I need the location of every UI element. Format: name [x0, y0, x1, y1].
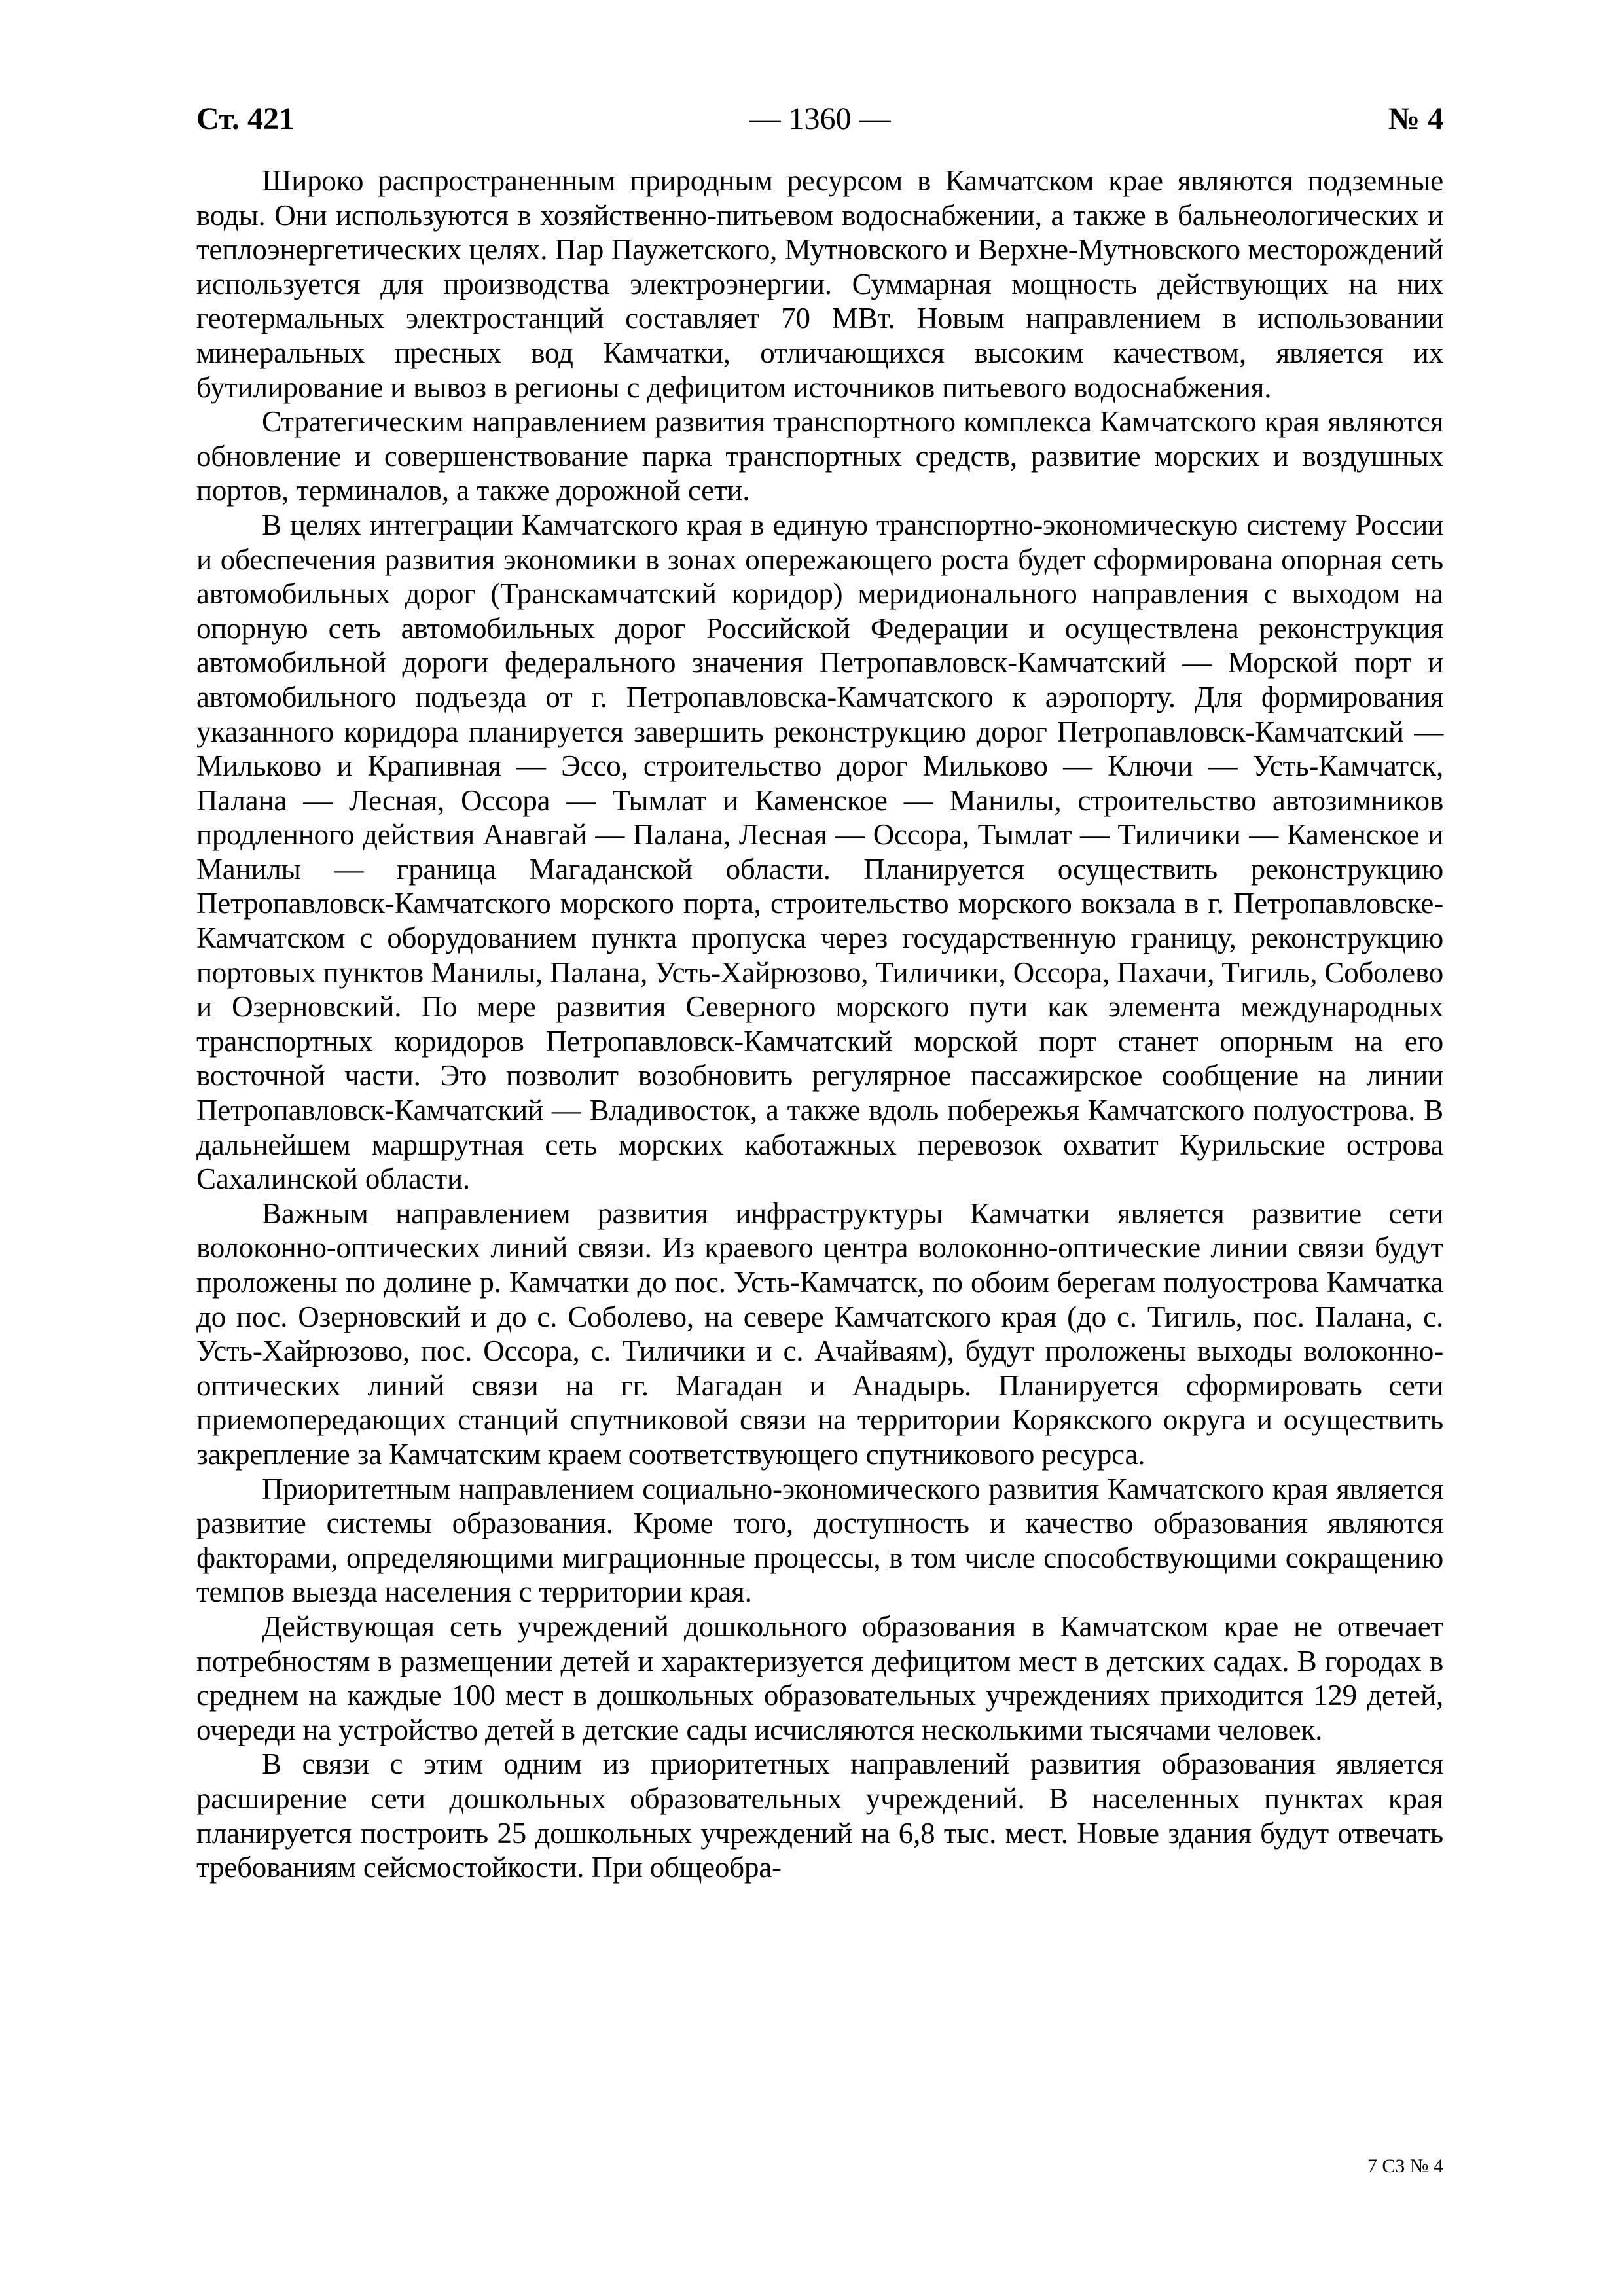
- page-header: [196, 98, 1443, 140]
- issue-number: № 4: [1388, 101, 1443, 136]
- paragraph-preschool-expansion: В связи с этим одним из приоритетных направлений развития образования является расширение сети дошкольных образовательных учреждений. В населенных пунктах края планируется построить 25 дошкольных учреждений на 6,8 тыс. мест. Новые здания будут отвечать требованиям сейсмостойкости. При общеобра-: [196, 1748, 1443, 1884]
- paragraph-education-priority: Приоритетным направлением социально-экономического развития Камчатского края является развитие системы образования. Кроме того, доступность и качество образования являются факторами, определяющими миграционные процессы, в том числе способствующими сокращению темпов выезда населения с территории края.: [196, 1472, 1443, 1609]
- article-number: Ст. 421: [196, 101, 295, 136]
- paragraph-road-network: В целях интеграции Камчатского края в единую транспортно-экономическую систему России и обеспечения развития экономики в зонах опережающего роста будет сформирована опорная сеть автомобильных дорог (Транскамчатский коридор) меридионального направления с выходом на опорную сеть автомобильных дорог Российской Федерации и осуществлена реконструкция автомобильной дороги федерального значения Петропавловск-Камчатский — Морской порт и автомобильного подъезда от г. Петропавловска-Камчатского к аэропорту. Для формирования указанного коридора планируется завершить реконструкцию дорог Петропавловск-Камчатский — Мильково и Крапивная — Эссо, строительство дорог Мильково — Ключи — Усть-Камчатск, Палана — Лесная, Оссора — Тымлат и Каменское — Манилы, строительство автозимников продленного действия Анавгай — Палана, Лесная — Оссора, Тымлат — Тиличики — Каменское и Манилы — граница Магаданской области. Планируется осуществить реконструкцию Петропавловск-Камчатского морского порта, строительство морского вокзала в г. Петропавловске-Камчатском с оборудованием пункта пропуска через государственную границу, реконструкцию портовых пунктов Манилы, Палана, Усть-Хайрюзово, Тиличики, Оссора, Пахачи, Тигиль, Соболево и Озерновский. По мере развития Северного морского пути как элемента международных транспортных коридоров Петропавловск-Камчатский морской порт станет опорным на его восточной части. Это позволит возобновить регулярное пассажирское сообщение на линии Петропавловск-Камчатский — Владивосток, а также вдоль побережья Камчатского полуострова. В дальнейшем маршрутная сеть морских каботажных перевозок охватит Курильские острова Сахалинской области.: [196, 508, 1443, 1196]
- signature-mark: 7 СЗ № 4: [1367, 2155, 1443, 2177]
- page-number: — 1360 —: [749, 101, 891, 136]
- paragraph-preschool-network: Действующая сеть учреждений дошкольного образования в Камчатском крае не отвечает потребностям в размещении детей и характеризуется дефицитом мест в детских садах. В городах в среднем на каждые 100 мест в дошкольных образовательных учреждениях приходится 129 детей, очереди на устройство детей в детские сады исчисляются несколькими тысячами человек.: [196, 1609, 1443, 1746]
- paragraph-transport-strategy: Стратегическим направлением развития транспортного комплекса Камчатского края являются обновление и совершенствование парка транспортных средств, развитие морских и воздушных портов, терминалов, а также дорожной сети.: [196, 405, 1443, 507]
- document-body: [196, 164, 1443, 1885]
- paragraph-fiber-optics: Важным направлением развития инфраструктуры Камчатки является развитие сети волоконно-оптических линий связи. Из краевого центра волоконно-оптические линии связи будут проложены по долине р. Камчатки до пос. Усть-Камчатск, по обоим берегам полуострова Камчатка до пос. Озерновский и до с. Соболево, на севере Камчатского края (до с. Тигиль, пос. Палана, с. Усть-Хайрюзово, пос. Оссора, с. Тиличики и с. Ачайваям), будут проложены выходы волоконно-оптических линий связи на гг. Магадан и Анадырь. Планируется сформировать сети приемопередающих станций спутниковой связи на территории Корякского округа и осуществить закрепление за Камчатским краем соответствующего спутникового ресурса.: [196, 1196, 1443, 1471]
- document-page: [196, 98, 1443, 2212]
- paragraph-groundwater: Широко распространенным природным ресурсом в Камчатском крае являются подземные воды. Они используются в хозяйственно-питьевом водоснабжении, а также в бальнеологических и теплоэнергетических целях. Пар Паужетского, Мутновского и Верхне-Мутновского месторождений используется для производства электроэнергии. Суммарная мощность действующих на них геотермальных электростанций составляет 70 МВт. Новым направлением в использовании минеральных пресных вод Камчатки, отличающихся высоким качеством, является их бутилирование и вывоз в регионы с дефицитом источников питьевого водоснабжения.: [196, 164, 1443, 404]
